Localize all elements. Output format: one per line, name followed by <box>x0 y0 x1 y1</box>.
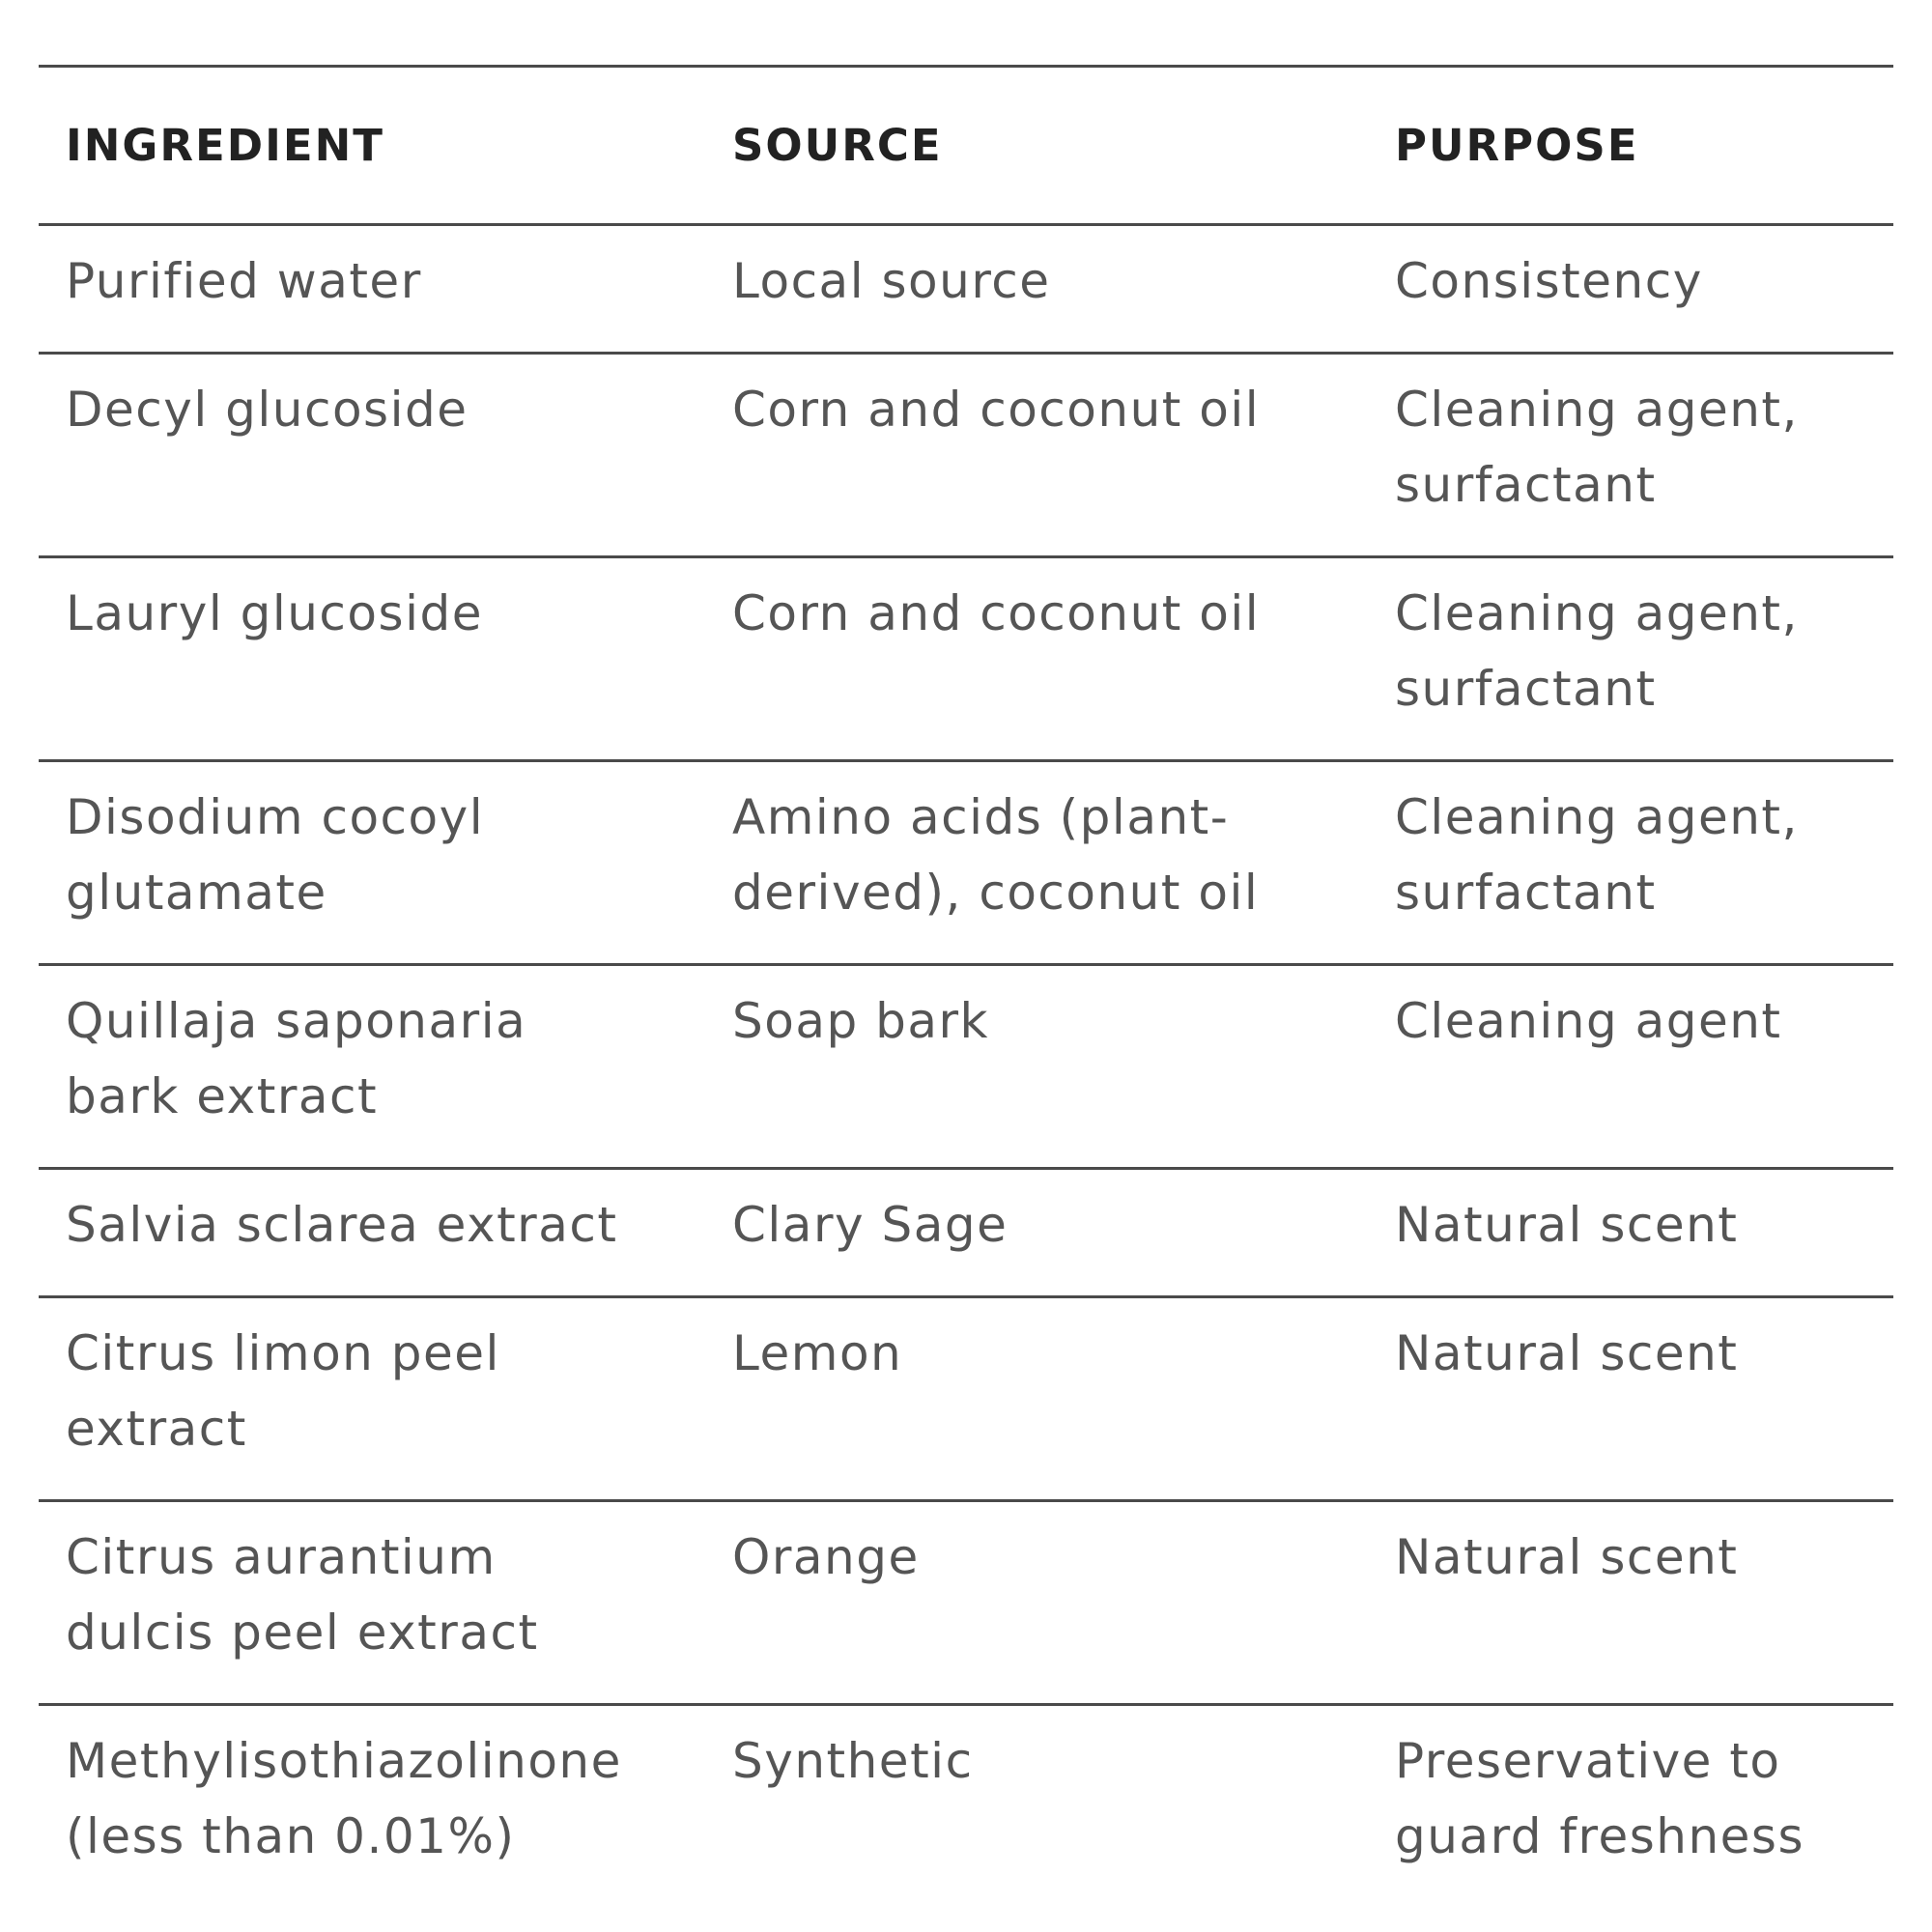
source-cell: Corn and coconut oil <box>732 585 1261 641</box>
table-row <box>39 555 1893 759</box>
table-row <box>39 963 1893 1167</box>
purpose-cell: Cleaning agent <box>1395 993 1782 1049</box>
purpose-cell: Preservative to guard freshness <box>1395 1733 1804 1864</box>
source-cell: Clary Sage <box>732 1197 1009 1253</box>
table-row <box>39 1167 1893 1295</box>
source-cell: Corn and coconut oil <box>732 382 1261 438</box>
table-row <box>39 352 1893 555</box>
ingredient-cell: Methylisothiazolinone (less than 0.01%) <box>66 1733 622 1864</box>
source-cell: Synthetic <box>732 1733 974 1789</box>
table-row <box>39 223 1893 352</box>
source-cell: Local source <box>732 253 1051 309</box>
purpose-cell: Cleaning agent, surfactant <box>1395 585 1799 717</box>
table-row <box>39 1499 1893 1703</box>
table-row <box>39 759 1893 963</box>
source-cell: Orange <box>732 1529 920 1585</box>
purpose-cell: Natural scent <box>1395 1325 1739 1381</box>
source-cell: Lemon <box>732 1325 903 1381</box>
ingredient-cell: Salvia sclarea extract <box>66 1197 618 1253</box>
ingredient-cell: Lauryl glucoside <box>66 585 483 641</box>
table-row <box>39 1703 1893 1907</box>
column-header-source: SOURCE <box>732 119 943 171</box>
ingredient-cell: Citrus aurantium dulcis peel extract <box>66 1529 539 1661</box>
column-header-ingredient: INGREDIENT <box>66 119 384 171</box>
purpose-cell: Cleaning agent, surfactant <box>1395 382 1799 513</box>
purpose-cell: Consistency <box>1395 253 1703 309</box>
source-cell: Amino acids (plant- derived), coconut oil <box>732 789 1260 921</box>
ingredient-cell: Decyl glucoside <box>66 382 469 438</box>
column-header-purpose: PURPOSE <box>1395 119 1639 171</box>
purpose-cell: Natural scent <box>1395 1197 1739 1253</box>
ingredient-cell: Disodium cocoyl glutamate <box>66 789 485 921</box>
ingredient-cell: Citrus limon peel extract <box>66 1325 500 1457</box>
source-cell: Soap bark <box>732 993 989 1049</box>
purpose-cell: Cleaning agent, surfactant <box>1395 789 1799 921</box>
table-row <box>39 1295 1893 1499</box>
ingredient-cell: Purified water <box>66 253 422 309</box>
table-header-row <box>39 65 1893 223</box>
ingredients-table <box>39 65 1893 1907</box>
purpose-cell: Natural scent <box>1395 1529 1739 1585</box>
ingredient-cell: Quillaja saponaria bark extract <box>66 993 527 1124</box>
